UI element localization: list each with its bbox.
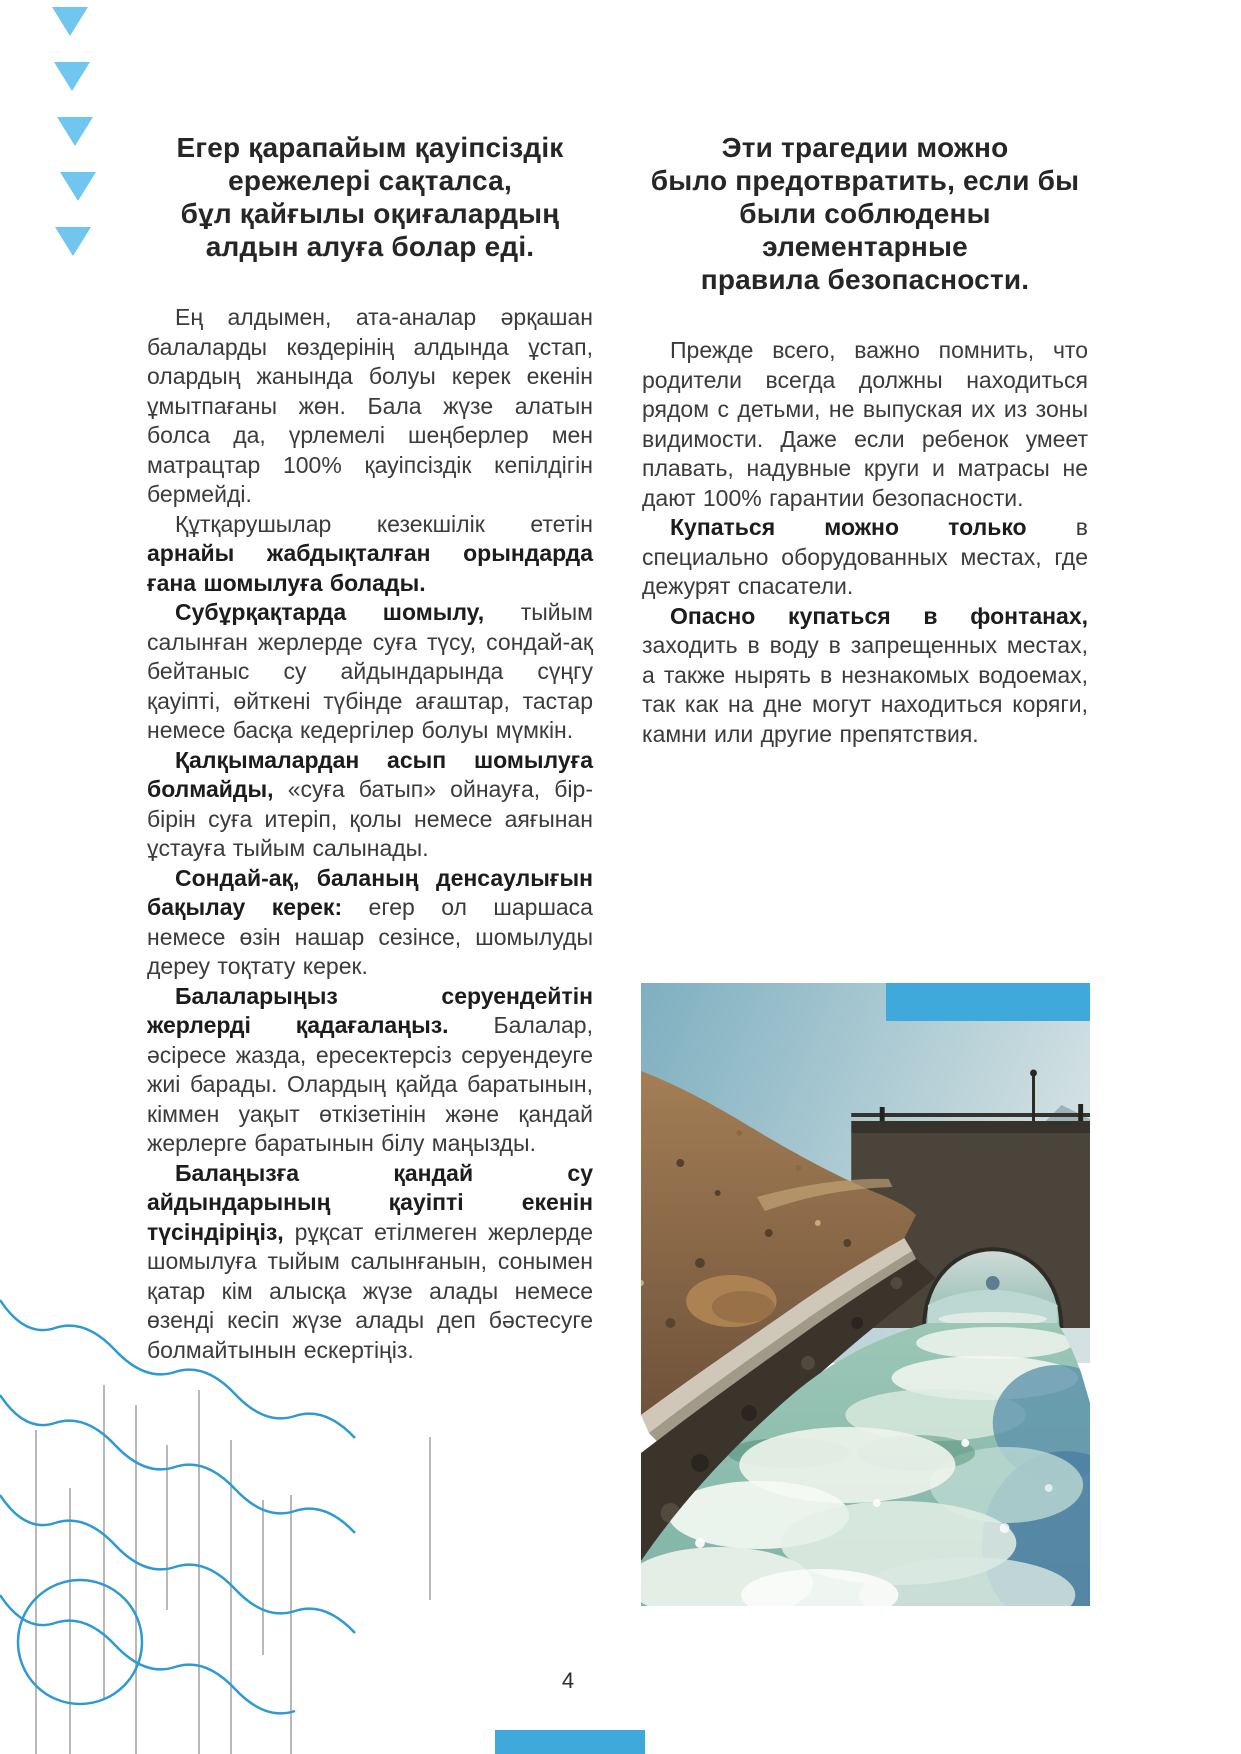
russian-column	[642, 131, 1088, 749]
paragraph: Купаться можно только в специально оборудованных местах, где дежурят спасатели.	[642, 514, 1089, 599]
triangle-down-icon	[57, 117, 93, 146]
photo-accent-bar	[886, 983, 1090, 1021]
paragraph: Опасно купаться в фонтанах, заходить в воду в запрещенных местах, а также нырять в незнакомых водоемах, так как на дне могут находиться коряги, камни или другие препятствия.	[642, 602, 1088, 747]
bottom-accent-bar	[495, 1730, 645, 1754]
paragraph: Сондай-ақ, баланың денсаулығын бақылау керек: егер ол шаршаса немесе өзін нашар сезінсе, шомылуды дереу тоқтату керек.	[147, 864, 593, 979]
paragraph: Субұрқақтарда шомылу, тыйым салынған жерлерде суға түсу, сондай-ақ бейтаныс су айдындарында сүңгу қауіпті, өйткені түбінде ағаштар, тастар немесе басқа кедергілер болуы мүмкін.	[147, 599, 593, 743]
paragraph: Қалқымалардан асып шомылуға болмайды, «суға батып» ойнауға, бір-бірін суға итеріп, қолы немесе аяғынан ұстауға тыйым салынады.	[147, 746, 593, 861]
triangle-down-icon	[54, 62, 90, 91]
kazakh-body	[147, 303, 593, 1365]
page-number: 4	[561, 1668, 575, 1693]
triangle-down-icon	[60, 172, 96, 201]
triangle-bullets	[49, 7, 96, 282]
paragraph: Балаңызға қандай су айдындарының қауіпті екенін түсіндіріңіз, рұқсат етілмеген жерлерде шомылуға тыйым салынғанын, сонымен қатар кім алысқа жүзе алады немесе өзенді кесіп жүзе алады деп бәстесуге болмайтынын ескертіңіз.	[147, 1159, 593, 1363]
canal-photo	[641, 983, 1090, 1606]
triangle-down-icon	[52, 7, 88, 36]
russian-heading: Эти трагедии можно было предотвратить, если бы были соблюдены элементарные правила безопасности.	[650, 132, 1080, 295]
kazakh-heading: Егер қарапайым қауіпсіздік ережелері сақталса, бұл қайғылы оқиғалардың алдын алуға болар еді.	[176, 132, 564, 262]
kazakh-column	[147, 131, 593, 1365]
paragraph: Прежде всего, важно помнить, что родители всегда должны находиться рядом с детьми, не выпуская их из зоны видимости. Даже если ребенок умеет плавать, надувные круги и матрасы не дают 100% гарантии безопасности.	[642, 337, 1088, 511]
russian-body	[642, 336, 1088, 749]
paragraph: Құтқарушылар кезекшілік ететін арнайы жабдықталған орындарда ғана шомылуға болады.	[147, 510, 593, 596]
triangle-down-icon	[55, 227, 91, 256]
paragraph: Балаларыңыз серуендейтін жерлерді қадағалаңыз. Балалар, әсіресе жазда, ересектерсіз серуендеуге жиі барады. Олардың қайда баратынын, кіммен уақыт өткізетінін және қандай жерлерге баратынын білу маңызды.	[147, 982, 593, 1156]
paragraph: Ең алдымен, ата-аналар әрқашан балаларды көздерінің алдында ұстап, олардың жанында болуы керек екенін ұмытпағаны жөн. Бала жүзе алатын болса да, үрлемелі шеңберлер мен матрацтар 100% қауіпсіздік кепілдігін бермейді.	[147, 304, 593, 507]
canal-photo-art	[641, 983, 1090, 1606]
